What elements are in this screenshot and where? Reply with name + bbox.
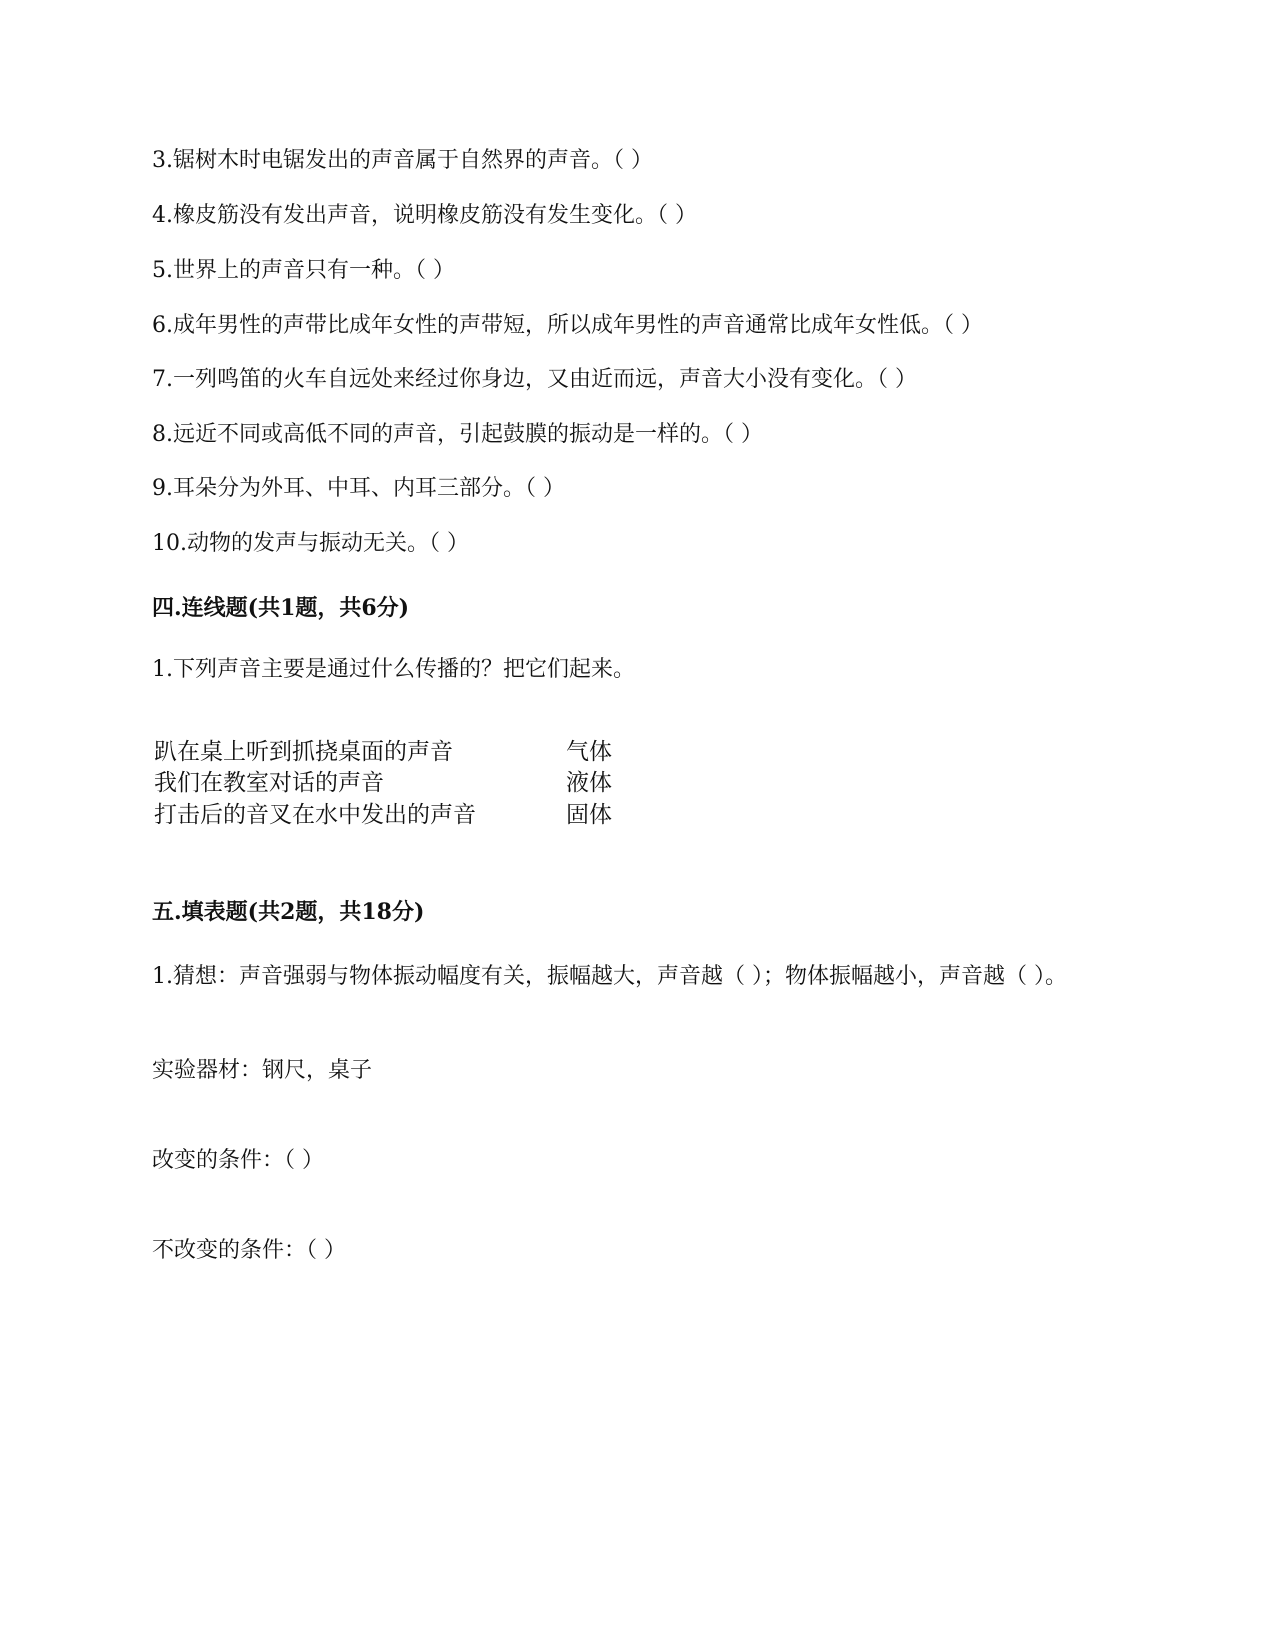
matching-question: 1.下列声音主要是通过什么传播的？把它们起来。: [152, 657, 635, 682]
changed-condition-line: 改变的条件：（ ）: [152, 1148, 324, 1173]
matching-right-item: 气体: [566, 739, 612, 765]
matching-left-item: 我们在教室对话的声音: [154, 770, 384, 796]
hypothesis-question: 1.猜想：声音强弱与物体振动幅度有关，振幅越大，声音越（ ）；物体振幅越小，声音越（ ）。: [152, 964, 1067, 989]
judgment-item-9: 9.耳朵分为外耳、中耳、内耳三部分。（ ）: [152, 476, 565, 501]
judgment-item-10: 10.动物的发声与振动无关。（ ）: [152, 531, 469, 556]
unchanged-condition-line: 不改变的条件：（ ）: [152, 1238, 346, 1263]
judgment-item-4: 4.橡皮筋没有发出声音，说明橡皮筋没有发生变化。（ ）: [152, 203, 697, 228]
matching-right-item: 固体: [566, 802, 612, 828]
judgment-item-6: 6.成年男性的声带比成年女性的声带短，所以成年男性的声音通常比成年女性低。（ ）: [152, 313, 983, 338]
section-4-heading: 四.连线题(共1题，共6分): [152, 595, 410, 621]
matching-right-item: 液体: [566, 770, 612, 796]
section-5-heading: 五.填表题(共2题，共18分): [152, 899, 425, 925]
judgment-item-5: 5.世界上的声音只有一种。（ ）: [152, 258, 455, 283]
matching-left-item: 打击后的音叉在水中发出的声音: [154, 802, 476, 828]
materials-line: 实验器材：钢尺，桌子: [152, 1058, 373, 1083]
matching-left-item: 趴在桌上听到抓挠桌面的声音: [154, 739, 453, 765]
judgment-item-7: 7.一列鸣笛的火车自远处来经过你身边，又由近而远，声音大小没有变化。（ ）: [152, 367, 917, 392]
judgment-item-3: 3.锯树木时电锯发出的声音属于自然界的声音。（ ）: [152, 148, 653, 173]
judgment-item-8: 8.远近不同或高低不同的声音，引起鼓膜的振动是一样的。（ ）: [152, 422, 763, 447]
